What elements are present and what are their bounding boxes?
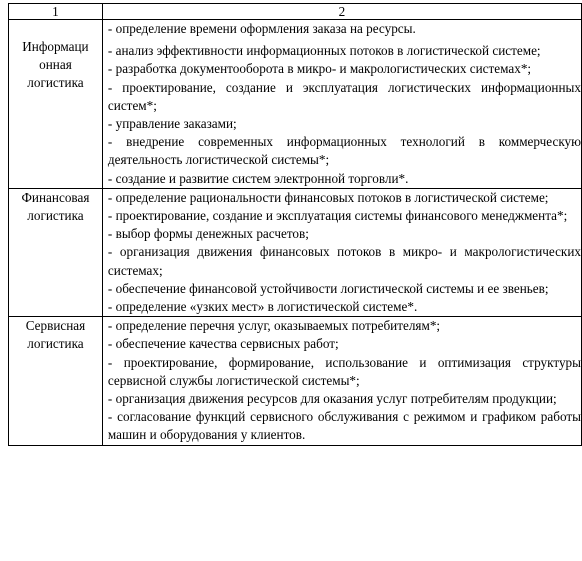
category-line: онная (39, 57, 72, 73)
list-item: - проектирование, создание и эксплуатация системы финансового менеджмента*; (107, 208, 568, 224)
header-col-2: 2 (102, 4, 581, 20)
list-item: - определение «узких мест» в логистической системе*. (107, 299, 418, 315)
list-item: - организация движения финансовых потоков в микро- и макрологистических системах; (107, 244, 581, 278)
list-item: - определение времени оформления заказа на ресурсы. (107, 21, 416, 36)
table-row-service (9, 317, 582, 445)
list-item: - проектирование, создание и эксплуатация логистических информационных систем*; (107, 79, 581, 113)
list-item: - согласование функций сервисного обслуживания с режимом и графиком работы машин и оборудования у клиентов. (107, 409, 581, 443)
table-row-information (9, 20, 582, 189)
category-line: логистика (27, 75, 84, 91)
items-cell (102, 20, 581, 189)
list-item: - организация движения ресурсов для оказания услуг потребителям продукции; (107, 391, 557, 407)
list-item: - проектирование, формирование, использование и оптимизация структуры сервисной службы логистической системы*; (107, 354, 581, 388)
list-item: - внедрение современных информационных технологий в коммерческую деятельность логистической системы*; (107, 134, 581, 168)
list-item: - обеспечение финансовой устойчивости логистической системы и ее звеньев; (107, 280, 549, 296)
table-row-finance (9, 188, 582, 316)
logistics-table (8, 3, 582, 446)
category-line: логистика (27, 336, 84, 352)
category-line: Информаци (22, 39, 89, 54)
items-cell (102, 317, 581, 445)
category-cell (9, 188, 103, 316)
list-item: - выбор формы денежных расчетов; (107, 226, 309, 242)
header-row (9, 4, 582, 20)
list-item: - обеспечение качества сервисных работ; (107, 336, 339, 352)
category-line: логистика (27, 208, 84, 224)
list-item: - создание и развитие систем электронной торговли*. (107, 170, 409, 186)
list-item: - определение рациональности финансовых потоков в логистической системе; (107, 189, 549, 205)
category-line: Сервисная (25, 318, 86, 334)
list-item: - разработка документооборота в микро- и макрологистических системах*; (107, 61, 532, 77)
category-cell (9, 317, 103, 445)
category-cell (9, 20, 103, 189)
header-col-1: 1 (9, 4, 103, 20)
list-item: - определение перечня услуг, оказываемых потребителям*; (107, 318, 441, 334)
list-item: - управление заказами; (107, 116, 237, 132)
list-item: - анализ эффективности информационных потоков в логистической системе; (107, 43, 541, 59)
items-cell (102, 188, 581, 316)
category-line: Финансовая (21, 189, 90, 205)
